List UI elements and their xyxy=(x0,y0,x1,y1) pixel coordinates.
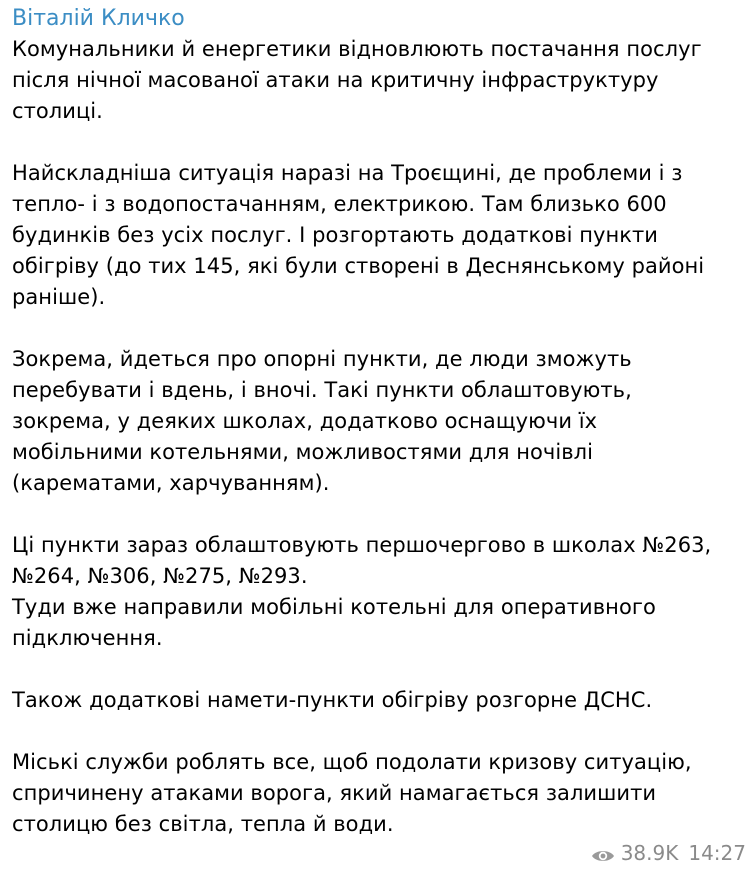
message-paragraph-1 xyxy=(12,34,744,127)
paragraph-gap xyxy=(12,127,744,158)
text-line: будинків без усіх послуг. І розгортають додаткові пункти xyxy=(12,223,658,247)
text-line: столиці. xyxy=(12,99,103,123)
text-line: обігріву (до тих 145, які були створені в Деснянському районі xyxy=(12,254,705,278)
text-line: мобільними котельнями, можливостями для ночівлі xyxy=(12,440,594,464)
message-paragraph-4 xyxy=(12,530,744,654)
paragraph-gap xyxy=(12,654,744,685)
text-line: столицю без світла, тепла й води. xyxy=(12,812,394,836)
text-line: Комунальники й енергетики відновлюють постачання послуг xyxy=(12,37,702,61)
text-line: перебувати і вдень, і вночі. Такі пункти облаштовують, xyxy=(12,378,632,402)
text-line: (карематами, харчуванням). xyxy=(12,471,330,495)
author-name[interactable]: Віталій Кличко xyxy=(12,6,185,31)
paragraph-gap xyxy=(12,313,744,344)
paragraph-gap xyxy=(12,716,744,747)
text-line: Зокрема, йдеться про опорні пункти, де люди зможуть xyxy=(12,347,632,371)
text-line: Ці пункти зараз облаштовують першочергово в школах №263, xyxy=(12,533,712,557)
text-line: Також додаткові намети-пункти обігріву розгорне ДСНС. xyxy=(12,688,653,712)
text-line: №264, №306, №275, №293. xyxy=(12,564,308,588)
message-meta xyxy=(591,839,746,867)
text-line: тепло- і з водопостачанням, електрикою. Там близько 600 xyxy=(12,192,667,216)
text-line: після нічної масованої атаки на критичну інфраструктуру xyxy=(12,68,659,92)
message-paragraph-2 xyxy=(12,158,744,313)
view-count xyxy=(591,841,679,865)
text-line: раніше). xyxy=(12,285,106,309)
text-line: спричинену атаками ворога, який намагається залишити xyxy=(12,781,657,805)
eye-icon xyxy=(591,845,615,861)
message-paragraph-6 xyxy=(12,747,744,840)
message-paragraph-5 xyxy=(12,685,744,716)
paragraph-gap xyxy=(12,499,744,530)
text-line: Міські служби роблять все, щоб подолати кризову ситуацію, xyxy=(12,750,692,774)
text-line: підключення. xyxy=(12,626,163,650)
message-time: 14:27 xyxy=(688,841,746,865)
text-line: Туди вже направили мобільні котельні для оперативного xyxy=(12,595,656,619)
views-label: 38.9K xyxy=(620,841,679,865)
text-line: Найскладніша ситуація наразі на Троєщині, де проблеми і з xyxy=(12,161,683,185)
text-line: зокрема, у деяких школах, додатково оснащуючи їх xyxy=(12,409,598,433)
message-paragraph-3 xyxy=(12,344,744,499)
